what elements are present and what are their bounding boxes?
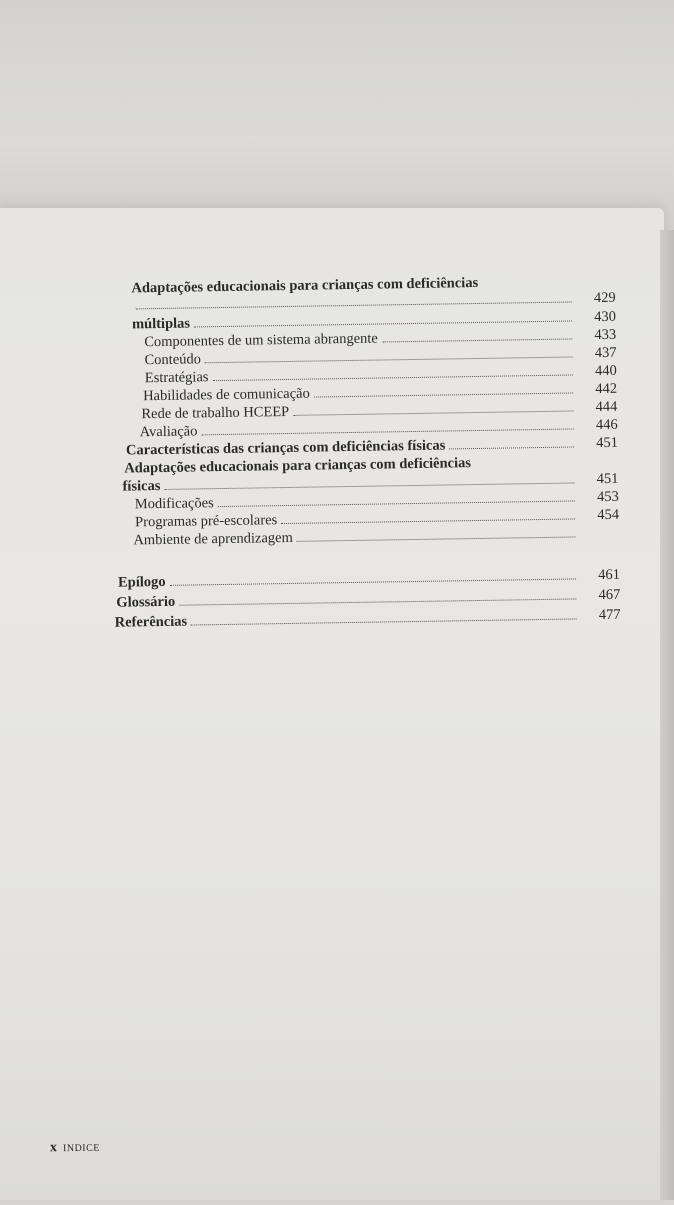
dot-leader — [170, 578, 576, 585]
page-number: 454 — [575, 506, 619, 525]
running-footer-title: INDICE — [63, 1143, 100, 1154]
page-number: 451 — [574, 434, 618, 453]
dot-leader — [314, 392, 573, 397]
toc-label: Programas pré-escolares — [135, 511, 281, 531]
toc-label: Avaliação — [140, 422, 202, 441]
page-number: 442 — [573, 380, 617, 399]
page-number: 444 — [573, 398, 617, 417]
page-number: 430 — [572, 308, 616, 327]
dot-leader — [213, 374, 573, 381]
toc-label: físicas — [122, 477, 164, 496]
toc-label: Rede de trabalho HCEEP — [141, 403, 293, 423]
dot-leader — [218, 500, 575, 507]
page-number: 437 — [572, 344, 616, 363]
page-marker: x — [50, 1140, 57, 1156]
page-number: 446 — [574, 416, 618, 435]
dot-leader — [297, 536, 576, 541]
page-number: 461 — [576, 566, 620, 585]
dot-leader — [205, 356, 573, 363]
toc-label: Glossário — [116, 593, 179, 612]
dot-leader — [179, 598, 576, 605]
toc-heading-text: Adaptações educacionais para crianças com deficiências — [131, 275, 478, 296]
toc-label: Estratégias — [145, 368, 213, 387]
page-footer — [50, 1140, 100, 1157]
dot-leader — [136, 301, 572, 309]
toc-label: múltiplas — [132, 314, 194, 333]
toc-label: Ambiente de aprendizagem — [133, 529, 297, 550]
toc-label: Habilidades de comunicação — [143, 385, 314, 406]
page-number: 429 — [572, 289, 616, 308]
dot-leader — [281, 518, 575, 524]
page-number: 453 — [575, 488, 619, 507]
toc-label: Epílogo — [118, 573, 170, 592]
page-number: 477 — [576, 606, 620, 625]
page-number — [575, 537, 619, 538]
page-number: 467 — [576, 586, 620, 605]
page-number: 451 — [574, 470, 618, 489]
dot-leader — [201, 428, 573, 435]
toc-label: Características das crianças com deficiências físicas — [126, 436, 450, 459]
toc-heading-text: Adaptações educacionais para crianças com deficiências — [124, 455, 471, 476]
dot-leader — [293, 410, 573, 415]
toc-label: Componentes de um sistema abrangente — [144, 329, 382, 351]
toc-label: Referências — [115, 613, 192, 632]
dot-leader — [382, 338, 572, 342]
page-number: 433 — [572, 326, 616, 345]
toc-label: Conteúdo — [144, 350, 205, 369]
toc-label: Modificações — [135, 494, 218, 513]
dot-leader — [191, 618, 576, 625]
page-number: 440 — [573, 362, 617, 381]
dot-leader — [449, 446, 574, 449]
